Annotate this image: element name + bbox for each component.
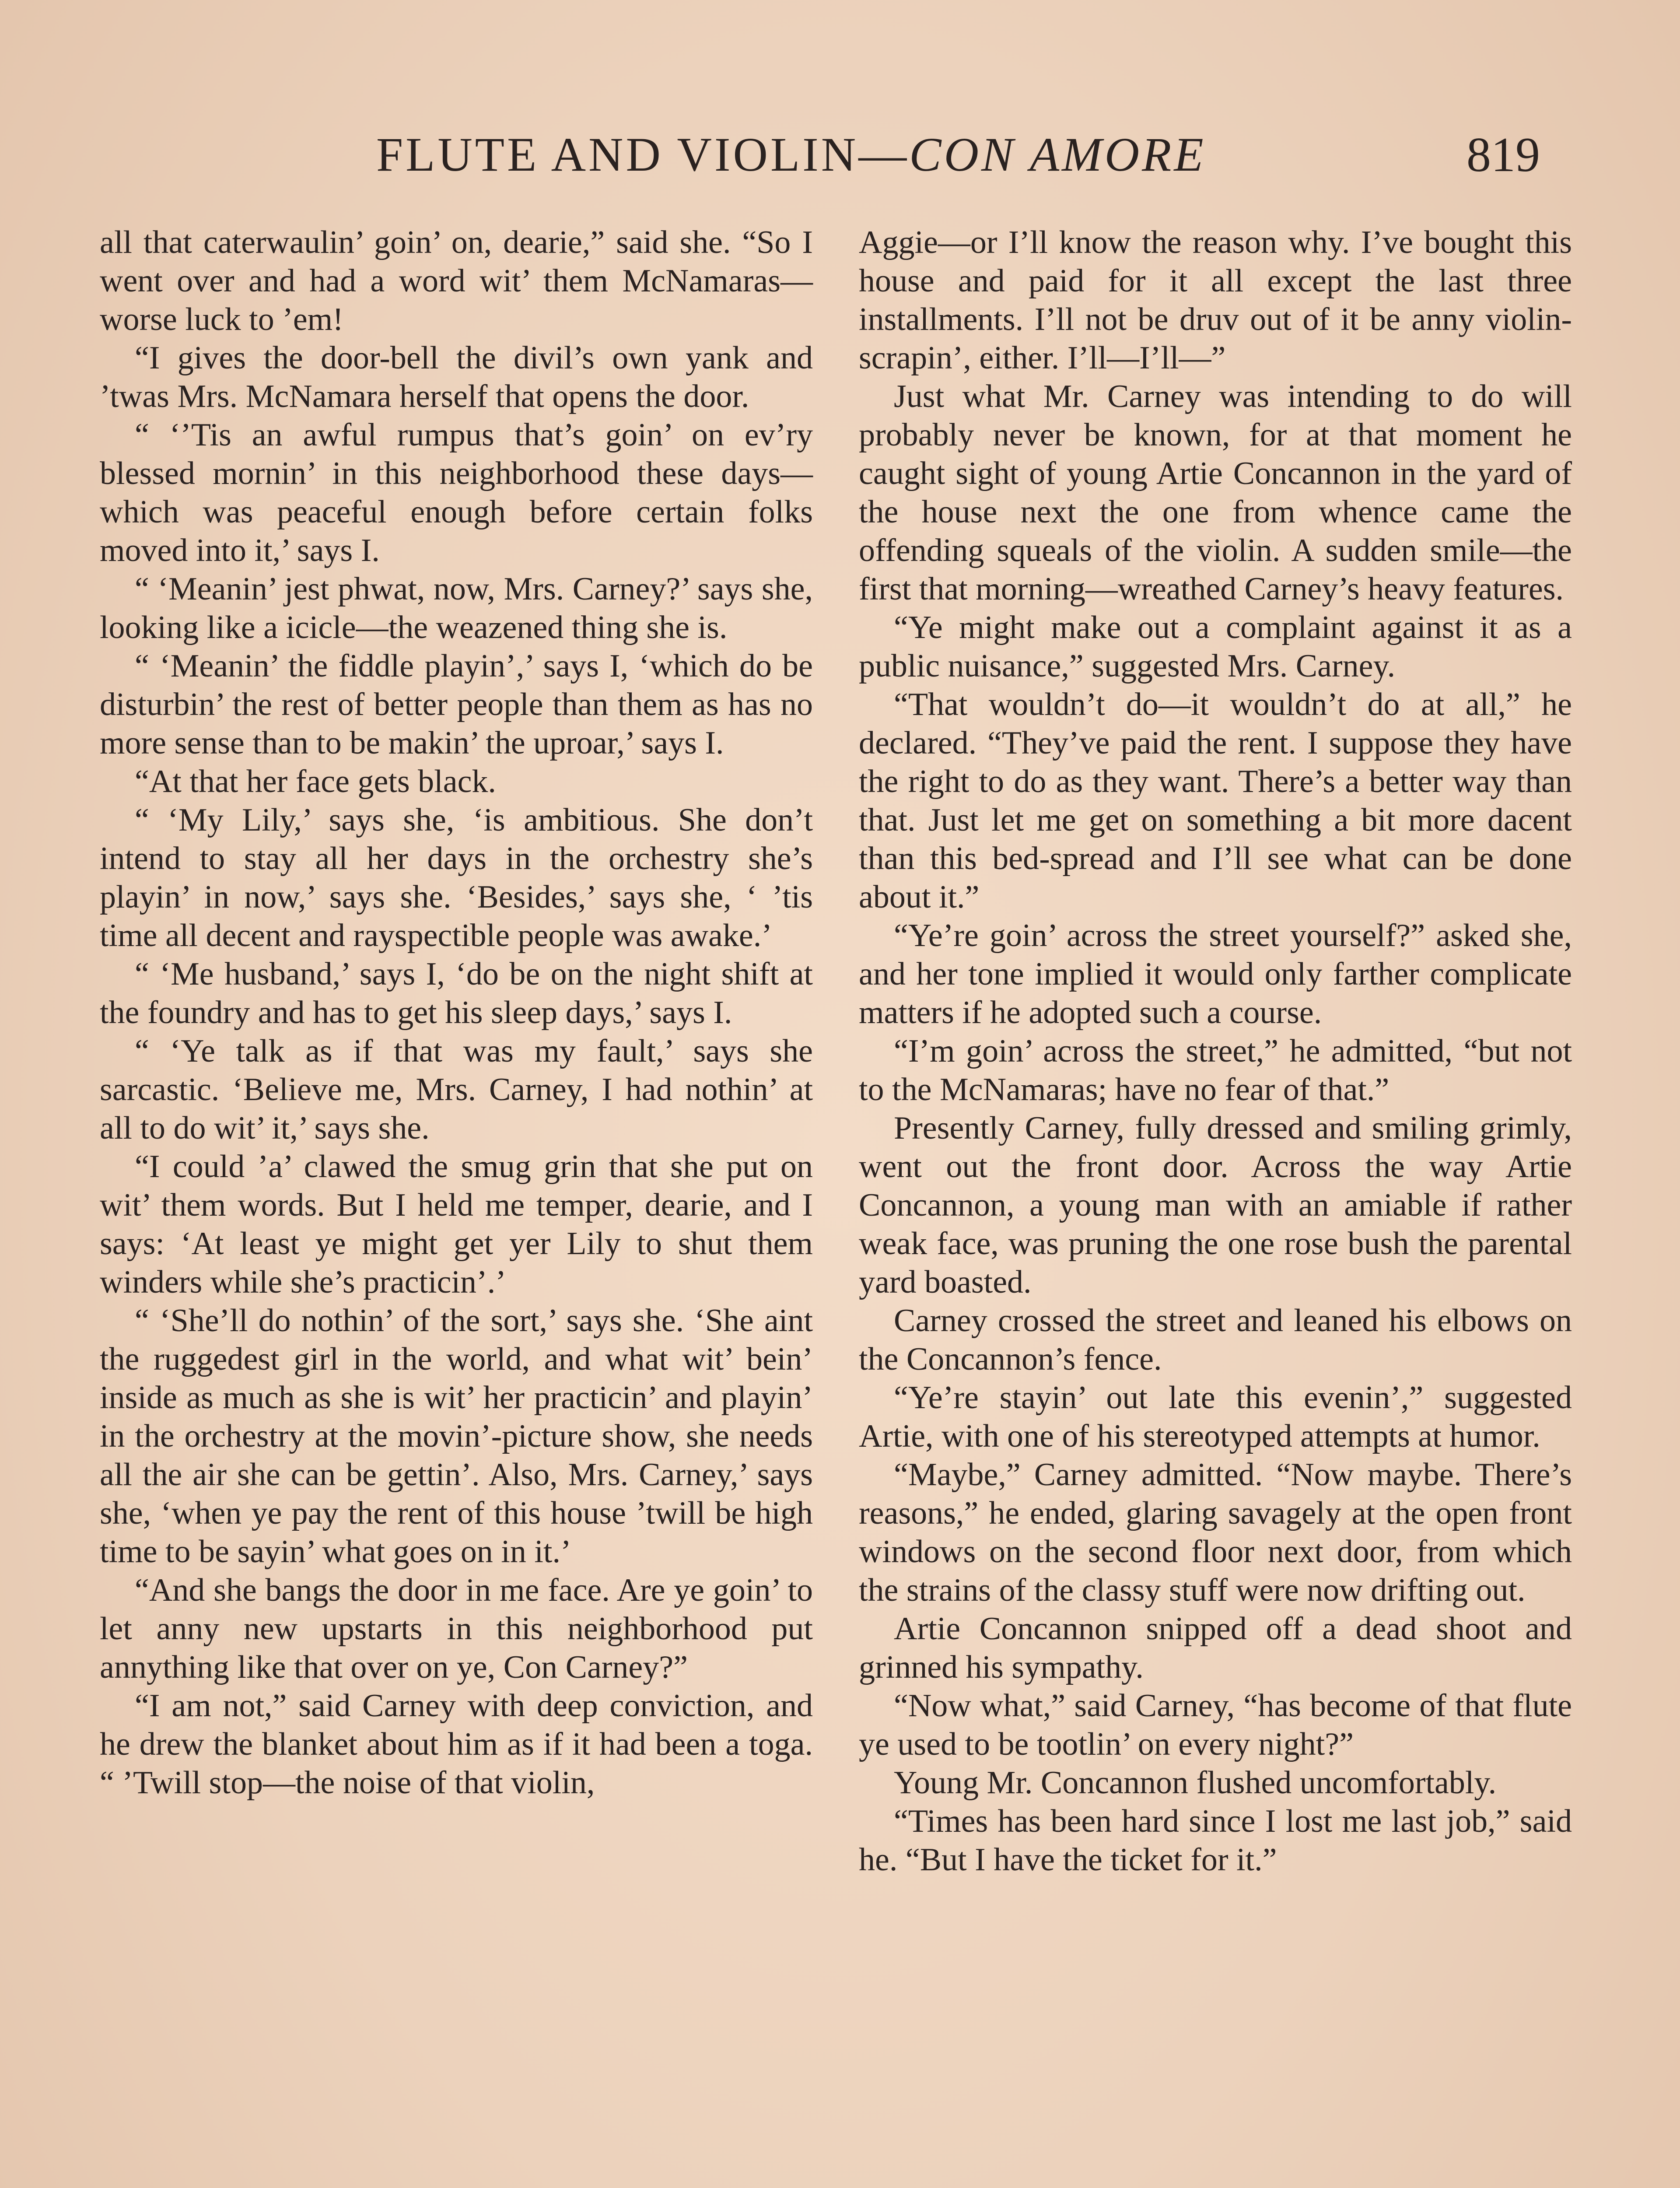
right-column-paragraph: “Ye might make out a complaint against it as a public nuisance,” suggested Mrs. Carney.	[859, 610, 1572, 684]
right-column-paragraph: Just what Mr. Carney was intending to do will probably never be known, for at that moment he caught sight of young Artie Concannon in the yard of the house next the one from whence came the offending squeals of the violin. A sudden smile—the first that morning—wreathed Carney’s heavy features.	[859, 379, 1572, 607]
running-title	[376, 127, 1206, 182]
left-column-paragraph: all that caterwaulin’ goin’ on, dearie,” said she. “So I went over and had a word wit’ them McNamaras—worse luck to ’em!	[100, 224, 813, 337]
right-column-paragraph: “Maybe,” Carney admitted. “Now maybe. There’s reasons,” he ended, glaring savagely at the open front windows on the second floor next door, from which the strains of the classy stuff were now drifting out.	[859, 1457, 1572, 1608]
right-column-paragraph: “That wouldn’t do—it wouldn’t do at all,” he declared. “They’ve paid the rent. I suppose they have the right to do as they want. There’s a better way than that. Just let me get on something a bit more dacent than this bed-spread and I’ll see what can be done about it.”	[859, 687, 1572, 915]
running-title-main: FLUTE AND VIOLIN—	[376, 128, 910, 181]
right-column-paragraph: “Ye’re goin’ across the street yourself?” asked she, and her tone implied it would only farther complicate matters if he adopted such a course.	[859, 918, 1572, 1031]
right-column-paragraph: “Now what,” said Carney, “has become of that flute ye used to be tootlin’ on every night?”	[859, 1688, 1572, 1762]
left-column-paragraph: “At that her face gets black.	[135, 764, 496, 799]
right-column-paragraph: “Ye’re stayin’ out late this evenin’,” suggested Artie, with one of his stereotyped attempts at humor.	[859, 1380, 1572, 1454]
running-header	[105, 127, 1540, 193]
right-column-paragraph: Carney crossed the street and leaned his elbows on the Concannon’s fence.	[859, 1303, 1572, 1377]
left-column-paragraph: “ ‘Meanin’ the fiddle playin’,’ says I, ‘which do be disturbin’ the rest of better people than them as has no more sense than to be makin’ the uproar,’ says I.	[100, 648, 813, 761]
left-column-paragraph: “ ‘Me husband,’ says I, ‘do be on the night shift at the foundry and has to get his sleep days,’ says I.	[100, 956, 813, 1031]
left-column-paragraph: “ ‘She’ll do nothin’ of the sort,’ says she. ‘She aint the ruggedest girl in the world, and what wit’ bein’ inside as much as she is wit’ her practicin’ and playin’ in the orchestry at the movin’-picture show, she needs all the air she can be gettin’. Also, Mrs. Carney,’ says she, ‘when ye pay the rent of this house ’twill be high time to be sayin’ what goes on in it.’	[100, 1303, 813, 1570]
left-column-paragraph: “ ‘My Lily,’ says she, ‘is ambitious. She don’t intend to stay all her days in the orchestry she’s playin’ in now,’ says she. ‘Besides,’ says she, ‘ ’tis time all decent and rayspectible people was awake.’	[100, 802, 813, 954]
left-column-paragraph: “And she bangs the door in me face. Are ye goin’ to let anny new upstarts in this neighborhood put annything like that over on ye, Con Carney?”	[100, 1572, 813, 1685]
page-number: 819	[1466, 128, 1540, 182]
right-column-paragraph: “I’m goin’ across the street,” he admitted, “but not to the McNamaras; have no fear of that.”	[859, 1033, 1572, 1108]
left-column-paragraph: “ ‘Ye talk as if that was my fault,’ says she sarcastic. ‘Believe me, Mrs. Carney, I had nothin’ at all to do wit’ it,’ says she.	[100, 1033, 813, 1146]
left-column-paragraph: “I gives the door-bell the divil’s own yank and ’twas Mrs. McNamara herself that opens the door.	[100, 340, 813, 414]
left-column-paragraph: “ ‘Meanin’ jest phwat, now, Mrs. Carney?’ says she, looking like a icicle—the weazened thing she is.	[100, 571, 813, 645]
running-title-italic: CON AMORE	[909, 128, 1206, 181]
left-column	[100, 223, 813, 1802]
right-column	[859, 223, 1572, 1879]
right-column-paragraph: “Times has been hard since I lost me last job,” said he. “But I have the ticket for it.”	[859, 1803, 1572, 1878]
left-column-paragraph: “I could ’a’ clawed the smug grin that she put on wit’ them words. But I held me temper, dearie, and I says: ‘At least ye might get yer Lily to shut them winders while she’s practicin’.’	[100, 1149, 813, 1300]
text-columns	[100, 223, 1572, 2188]
right-column-paragraph: Presently Carney, fully dressed and smiling grimly, went out the front door. Across the way Artie Concannon, a young man with an amiable if rather weak face, was pruning the one rose bush the parental yard boasted.	[859, 1110, 1572, 1300]
left-column-paragraph: “ ‘’Tis an awful rumpus that’s goin’ on ev’ry blessed mornin’ in this neighborhood these days—which was peaceful enough before certain folks moved into it,’ says I.	[100, 417, 813, 568]
right-column-paragraph: Artie Concannon snipped off a dead shoot and grinned his sympathy.	[859, 1611, 1572, 1685]
right-column-paragraph: Young Mr. Concannon flushed uncomfortably.	[894, 1765, 1497, 1801]
right-column-paragraph: Aggie—or I’ll know the reason why. I’ve bought this house and paid for it all except the last three installments. I’ll not be druv out of it be anny violin-scrapin’, either. I’ll—I’ll—”	[859, 224, 1572, 376]
left-column-paragraph: “I am not,” said Carney with deep conviction, and he drew the blanket about him as if it had been a toga. “ ’Twill stop—the noise of that violin,	[100, 1688, 813, 1801]
